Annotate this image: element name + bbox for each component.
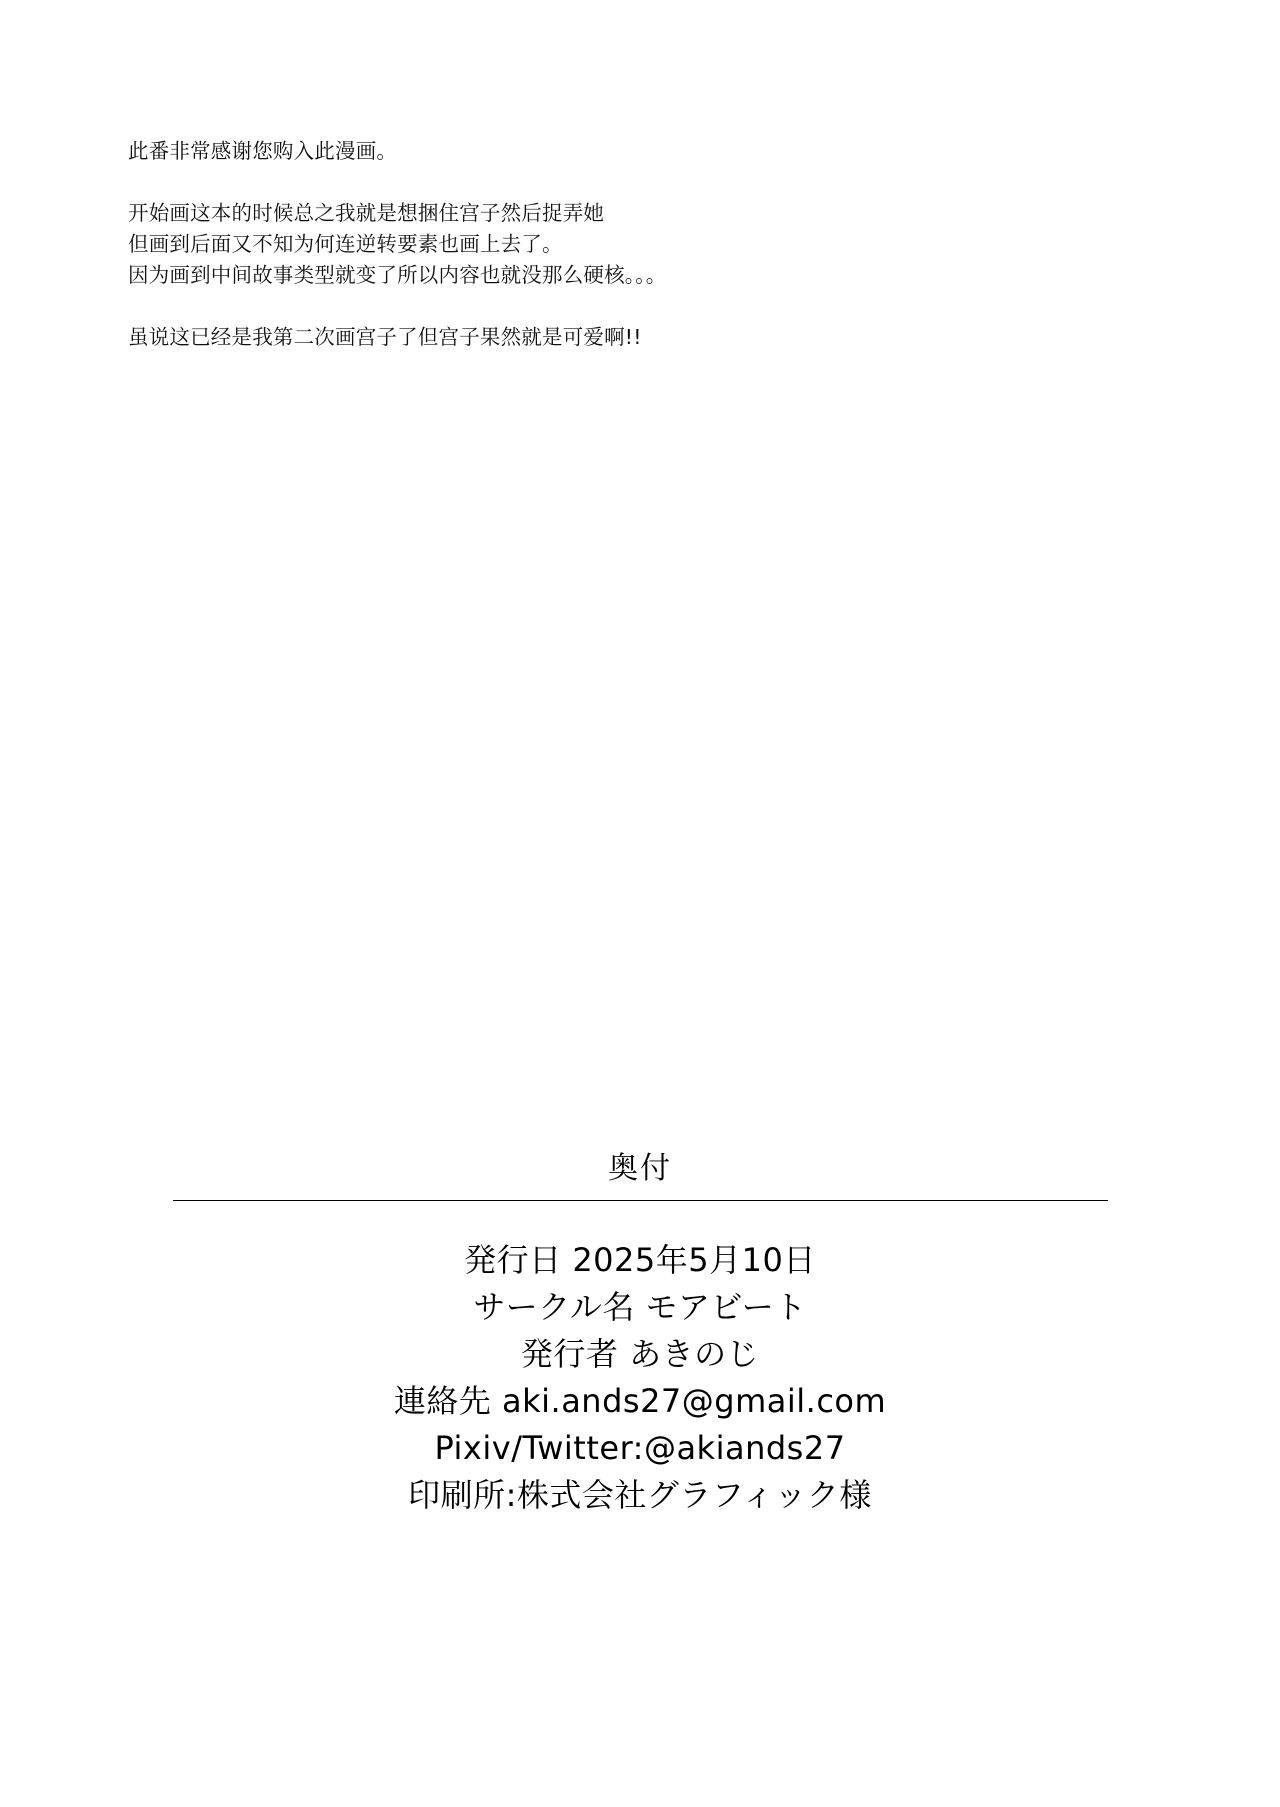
afterword-line-2: 开始画这本的时候总之我就是想捆住宫子然后捉弄她 [128, 201, 605, 225]
colophon-details [0, 1237, 1280, 1519]
afterword-text-block [128, 136, 1028, 353]
afterword-line-5: 虽说这已经是我第二次画宫子了但宫子果然就是可爱啊!! [128, 325, 642, 349]
colophon-publish-date: 発行日 2025年5月10日 [464, 1241, 816, 1279]
colophon-contact-email: 連絡先 aki.ands27@gmail.com [393, 1382, 887, 1420]
colophon-circle-name: サークル名 モアビート [473, 1288, 807, 1326]
paragraph-spacer [128, 167, 1028, 198]
afterword-line-4: 因为画到中间故事类型就变了所以内容也就没那么硬核。。。 [128, 263, 667, 287]
colophon-printer: 印刷所:株式会社グラフィック様 [408, 1476, 872, 1514]
colophon-title: 奥付 [608, 1151, 672, 1186]
paragraph-spacer-2 [128, 291, 1028, 322]
afterword-line-1: 此番非常感谢您购入此漫画。 [128, 139, 398, 163]
horizontal-divider [173, 1200, 1108, 1201]
colophon-section [0, 1148, 1280, 1519]
colophon-social-handle: Pixiv/Twitter:@akiands27 [434, 1429, 846, 1467]
afterword-line-3: 但画到后面又不知为何连逆转要素也画上去了。 [128, 232, 563, 256]
colophon-publisher: 発行者 あきのじ [520, 1335, 760, 1373]
